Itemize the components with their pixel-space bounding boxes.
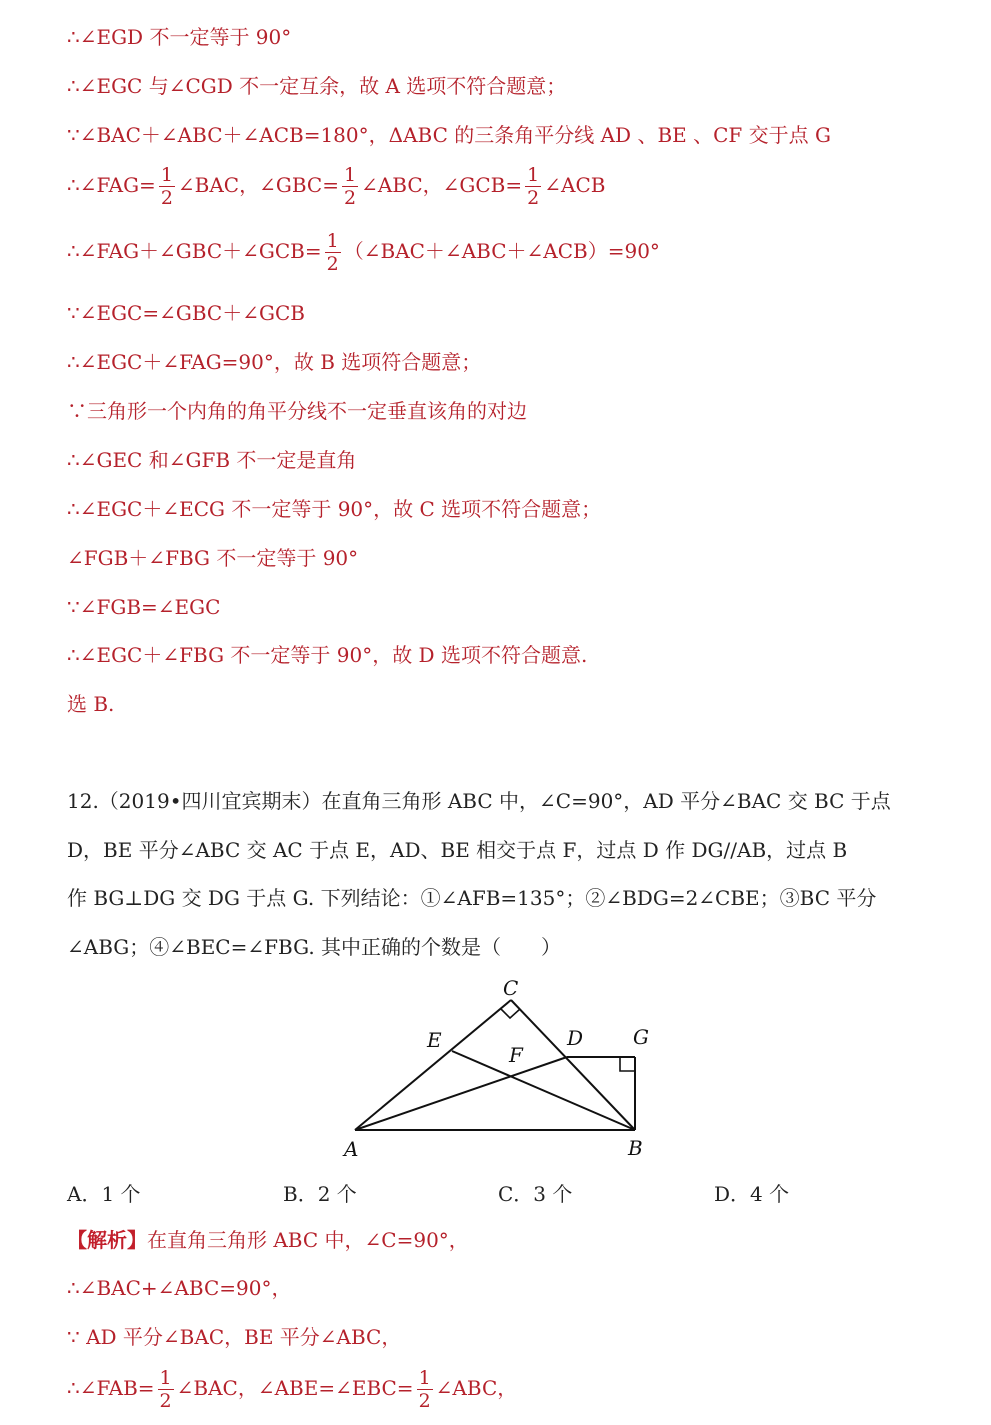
option-d: D．4 个 [714,1182,790,1206]
fraction-numerator: 1 [527,164,540,186]
text-segment: ∴∠FAG＋∠GBC＋∠GCB= [67,239,322,263]
solution-line-12: ∵∠FGB=∠EGC [67,595,221,619]
label-d: D [567,1026,584,1050]
fraction [325,230,341,275]
fraction [525,164,541,209]
question-line-2: D，BE 平分∠ABC 交 AC 于点 E，AD、BE 相交于点 F，过点 D 作 DG//AB，过点 B [67,838,848,862]
fraction-denominator: 2 [160,187,173,209]
option-b: B．2 个 [283,1182,357,1206]
fraction-denominator: 2 [326,253,339,275]
fraction-denominator: 2 [418,1390,431,1412]
label-e: E [427,1028,442,1052]
fraction-numerator: 1 [418,1367,431,1389]
solution-line-1: ∴∠EGD 不一定等于 90° [67,25,292,49]
label-f: F [509,1043,523,1067]
fraction-numerator: 1 [160,164,173,186]
solution-line-10: ∴∠EGC＋∠ECG 不一定等于 90°，故 C 选项不符合题意； [67,497,602,521]
fraction [342,164,358,209]
label-b: B [628,1136,643,1160]
solution-line-8: ∵三角形一个内角的角平分线不一定垂直该角的对边 [67,399,527,423]
analysis-line-1 [67,1227,469,1253]
text-segment: ∠ABC， [435,1376,518,1400]
text-segment: ∴∠FAB= [67,1376,155,1400]
solution-line-13: ∴∠EGC＋∠FBG 不一定等于 90°，故 D 选项不符合题意. [67,643,588,667]
solution-line-14: 选 B. [67,692,115,716]
solution-line-6: ∵∠EGC=∠GBC＋∠GCB [67,301,305,325]
analysis-tag: 【解析】 [67,1228,147,1252]
question-line-1: 12.（2019•四川宜宾期末）在直角三角形 ABC 中，∠C=90°，AD 平分∠BAC 交 BC 于点 [67,789,891,813]
label-a: A [344,1137,359,1161]
text-segment: ∠BAC，∠ABE=∠EBC= [176,1376,414,1400]
text-segment: ∴∠FAG= [67,173,156,197]
solution-line-4 [67,164,605,209]
text-segment: ∠ACB [544,173,606,197]
label-c: C [503,976,519,1000]
fraction [159,164,175,209]
segment-be [452,1051,635,1130]
fraction [158,1367,174,1412]
fraction [417,1367,433,1412]
segment-ac [355,1000,511,1130]
right-angle-mark-g [620,1057,635,1071]
fraction-numerator: 1 [159,1367,172,1389]
solution-line-2: ∴∠EGC 与∠CGD 不一定互余，故 A 选项不符合题意； [67,74,567,98]
solution-line-9: ∴∠GEC 和∠GFB 不一定是直角 [67,448,357,472]
fraction-denominator: 2 [343,187,357,209]
text-segment: ∠BAC，∠GBC= [177,173,339,197]
fraction-numerator: 1 [326,230,339,252]
fraction-denominator: 2 [527,187,540,209]
analysis-line-3: ∵ AD 平分∠BAC，BE 平分∠ABC， [67,1325,402,1349]
triangle-figure [330,970,670,1170]
text-segment: （∠BAC＋∠ABC＋∠ACB）=90° [343,239,660,263]
text-segment: ∠ABC，∠GCB= [361,173,523,197]
segment-ad [355,1057,567,1130]
text-segment: 在直角三角形 ABC 中，∠C=90°， [147,1228,469,1252]
solution-line-11: ∠FGB＋∠FBG 不一定等于 90° [67,546,359,570]
solution-line-7: ∴∠EGC＋∠FAG=90°，故 B 选项符合题意； [67,350,482,374]
segment-cb [511,1000,635,1130]
analysis-line-2: ∴∠BAC+∠ABC=90°， [67,1276,292,1300]
question-line-3: 作 BG⊥DG 交 DG 于点 G. 下列结论：①∠AFB=135°；②∠BDG=2∠CBE；③BC 平分 [67,886,877,910]
option-a: A．1 个 [67,1182,141,1206]
analysis-line-4 [67,1367,517,1412]
solution-line-5 [67,230,660,275]
fraction-denominator: 2 [159,1390,172,1412]
fraction-numerator: 1 [343,164,357,186]
label-g: G [633,1025,649,1049]
right-angle-mark-c [501,1009,520,1018]
option-c: C．3 个 [498,1182,573,1206]
question-line-4: ∠ABG；④∠BEC=∠FBG. 其中正确的个数是（ ） [67,935,562,959]
solution-line-3: ∵∠BAC＋∠ABC＋∠ACB=180°，ΔABC 的三条角平分线 AD 、BE 、CF 交于点 G [67,123,831,147]
